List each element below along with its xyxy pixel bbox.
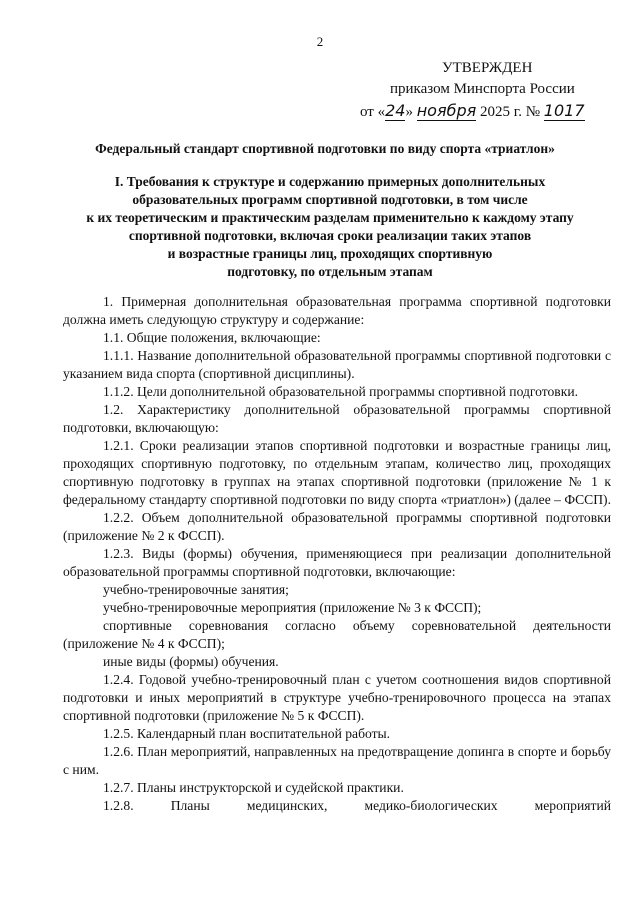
paragraph: 1.2.1. Сроки реализации этапов спортивной подготовки и возрастные границы лиц, проходящих спортивную подготовку, по отдельным этапам, количество лиц, проходящих спортивную подготовку в группах на этапах спортивной подготовки (приложение № 1 к федеральному стандарту спортивной подготовки по виду спорта «триатлон») (далее – ФССП). <box>63 438 611 507</box>
paragraph: 1.2.2. Объем дополнительной образовательной программы спортивной подготовки (приложение № 2 к ФССП). <box>63 510 611 543</box>
section-heading-line: и возрастные границы лиц, проходящих спортивную <box>167 246 493 261</box>
approval-order: приказом Минспорта России <box>390 81 575 97</box>
approval-date-line <box>360 100 610 123</box>
date-day: 24 <box>385 101 406 120</box>
paragraph: 1.2.4. Годовой учебно-тренировочный план с учетом соотношения видов спортивной подготовки и иных мероприятий в структуре учебно-тренировочного процесса на этапах спортивной подготовки (приложение № 5 к ФССП). <box>63 672 611 723</box>
paragraph: учебно-тренировочные занятия; <box>103 582 289 597</box>
paragraph: 1. Примерная дополнительная образовательная программа спортивной подготовки должна иметь следующую структуру и содержание: <box>63 294 611 327</box>
paragraph: 1.1.2. Цели дополнительной образовательной программы спортивной подготовки. <box>103 384 579 399</box>
page-number: 2 <box>316 34 324 49</box>
section-heading-line: спортивной подготовки, включая сроки реализации таких этапов <box>128 228 532 243</box>
paragraph: 1.2.3. Виды (формы) обучения, применяющиеся при реализации дополнительной образовательной программы спортивной подготовки, включающие: <box>63 546 611 579</box>
paragraph: учебно-тренировочные мероприятия (приложение № 3 к ФССП); <box>103 600 482 615</box>
section-heading-line: подготовку, по отдельным этапам <box>227 264 433 279</box>
document-body <box>63 293 611 815</box>
paragraph: 1.2. Характеристику дополнительной образовательной программы спортивной подготовки, включающую: <box>63 402 611 435</box>
paragraph: 1.2.6. План мероприятий, направленных на предотвращение допинга в спорте и борьбу с ним. <box>63 744 611 777</box>
date-mid: » <box>405 104 413 120</box>
section-heading-line: I. Требования к структуре и содержанию примерных дополнительных <box>114 174 546 189</box>
section-heading <box>40 173 620 281</box>
document-title: Федеральный стандарт спортивной подготовки по виду спорта «триатлон» <box>95 141 555 156</box>
order-number: 1017 <box>543 101 585 120</box>
paragraph: 1.2.8. Планы медицинских, медико-биологических мероприятий <box>103 798 611 813</box>
paragraph: 1.1. Общие положения, включающие: <box>103 330 321 345</box>
paragraph: 1.2.5. Календарный план воспитательной работы. <box>103 726 391 741</box>
date-prefix: от « <box>360 104 386 120</box>
approval-block <box>360 58 610 123</box>
date-year: 2025 г. № <box>480 104 541 120</box>
paragraph: 1.2.7. Планы инструкторской и судейской практики. <box>103 780 404 795</box>
date-month: ноября <box>416 101 477 120</box>
section-heading-line: образовательных программ спортивной подготовки, в том числе <box>132 192 528 207</box>
paragraph: 1.1.1. Название дополнительной образовательной программы спортивной подготовки с указанием вида спорта (спортивной дисциплины). <box>63 348 611 381</box>
approval-title: УТВЕРЖДЕН <box>442 60 533 76</box>
section-heading-line: к их теоретическим и практическим разделам применительно к каждому этапу <box>86 210 574 225</box>
paragraph: спортивные соревнования согласно объему соревновательной деятельности (приложение № 4 к ФССП); <box>63 618 611 651</box>
paragraph: иные виды (формы) обучения. <box>103 654 279 669</box>
